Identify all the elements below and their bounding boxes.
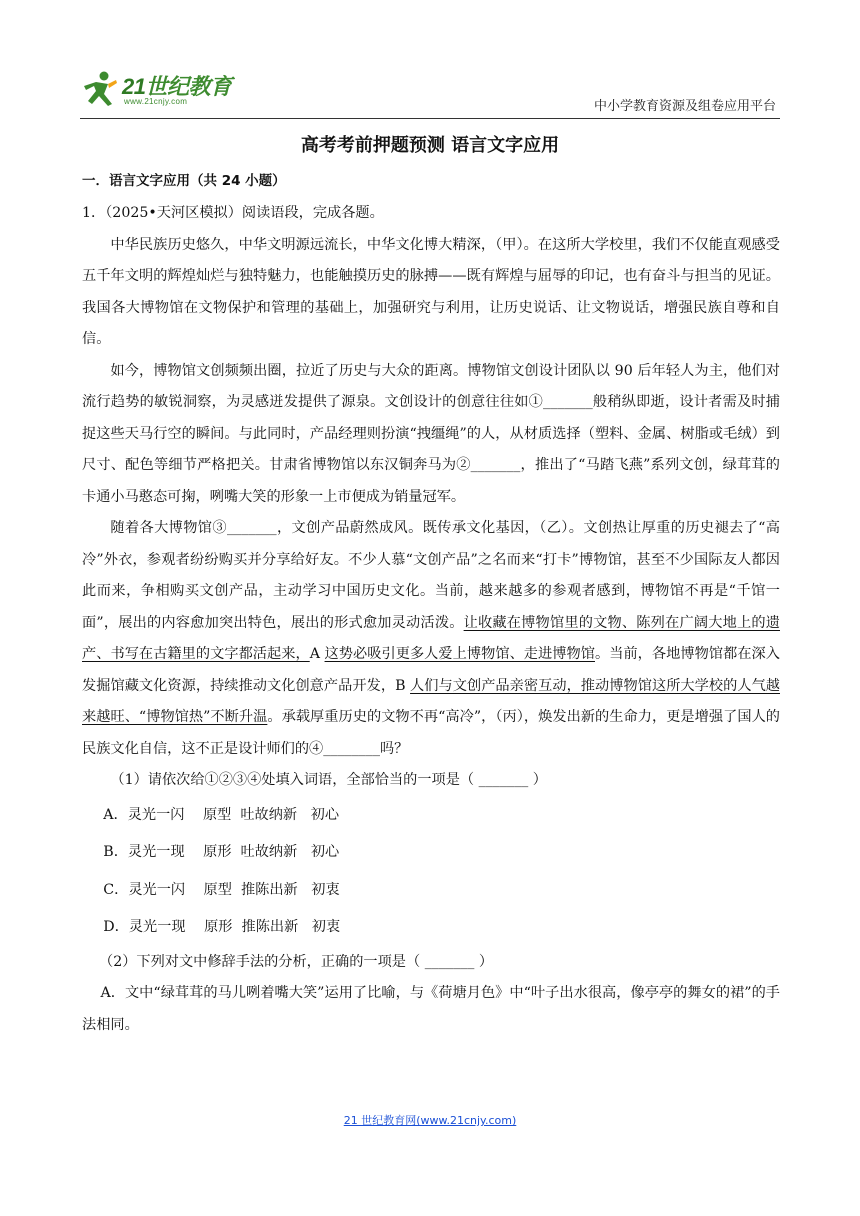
page-header [80,66,780,119]
question-stem: 1．（2025•天河区模拟）阅读语段，完成各题。 [82,205,384,221]
sub-question-1: （1）请依次给①②③④处填入词语，全部恰当的一项是（ _______ ） [110,772,547,788]
option-1a[interactable]: A．灵光一闪 原型 吐故纳新 初心 [103,806,340,823]
logo-text: 21世纪教育 [122,74,232,99]
platform-name: 中小学教育资源及组卷应用平台 [593,99,776,114]
sub-question-2: （2）下列对文中修辞手法的分析，正确的一项是（ _______ ） [99,953,494,970]
option-1b[interactable]: B．灵光一现 原形 吐故纳新 初心 [103,844,340,860]
p3-text-c: 。当前，各地博物馆都在深入发掘馆藏文化资源，持续推动文化创意产品开发，B [82,646,780,694]
option-1c[interactable]: C．灵光一闪 原型 推陈出新 初衷 [103,881,340,898]
p3-underline-2: 这势必吸引更多人爱上博物馆、走进博物馆 [324,646,595,662]
footer-link[interactable]: 21 世纪教育网(www.21cnjy.com) [343,1114,517,1127]
logo-url: www.21cnjy.com [124,97,188,106]
p3-text-b: A [309,646,325,662]
running-figure-icon [82,70,118,108]
document-body [82,170,780,1041]
paragraph-3 [82,513,780,765]
p3-underline-1: 让收藏在博物馆里的文物、陈列在广阔大地上的遗产、书写在古籍里的文字都活起来， [82,614,780,662]
document-title: 高考考前押题预测 语言文字应用 [300,135,560,156]
p3-underline-3: 人们与文创产品亲密互动，推动博物馆这所大学校的人气越来越旺、“博物馆热”不断升温 [82,677,780,725]
p3-text-a: 随着各大博物馆③_______，文创产品蔚然成风。既传承文化基因，（乙）。文创热让厚重的历史褪去了“高冷”外衣，参观者纷纷购买并分享给好友。不少人慕“文创产品”之名而来“打卡”博物馆，甚至不少国际友人都因此而来，争相购买文创产品，主动学习中国历史文化。当前，越来越多的参观者感到，博物馆不再是“千馆一面”，展出的内容愈加突出特色，展出的形式愈加灵动活泼。 [82,520,780,631]
paragraph-2: 如今，博物馆文创频频出圈，拉近了历史与大众的距离。博物馆文创设计团队以 90 后年轻人为主，他们对流行趋势的敏锐洞察，为灵感迸发提供了源泉。文创设计的创意往往如①_______般稍纵即逝，设计者需及时捕捉这些天马行空的瞬间。与此同时，产品经理则扮演“拽缰绳”的人，从材质选择（塑料、金属、树脂或毛绒）到尺寸、配色等细节严格把关。甘肃省博物馆以东汉铜奔马为②_______，推出了“马踏飞燕”系列文创，绿茸茸的卡通小马憨态可掬，咧嘴大笑的形象一上市便成为销量冠军。 [82,362,780,505]
logo [80,66,250,112]
section-heading: 一．语言文字应用（共 24 小题） [82,173,286,189]
option-1d[interactable]: D．灵光一现 原形 推陈出新 初衷 [103,919,341,935]
paragraph-1: 中华民族历史悠久，中华文明源远流长，中华文化博大精深，（甲）。在这所大学校里，我们不仅能直观感受五千年文明的辉煌灿烂与独特魅力，也能触摸历史的脉搏——既有辉煌与屈辱的印记，也有奋斗与担当的见证。我国各大博物馆在文物保护和管理的基础上，加强研究与利用，让历史说话、让文物说话，增强民族自尊和自信。 [82,236,780,347]
p3-text-d: 。承载厚重历史的文物不再“高冷”，（丙），焕发出新的生命力，更是增强了国人的民族文化自信，这不正是设计师们的④________吗？ [82,709,780,757]
option-2a[interactable]: A．文中“绿茸茸的马儿咧着嘴大笑”运用了比喻，与《荷塘月色》中“叶子出水很高，像亭亭的舞女的裙”的手法相同。 [82,985,780,1033]
